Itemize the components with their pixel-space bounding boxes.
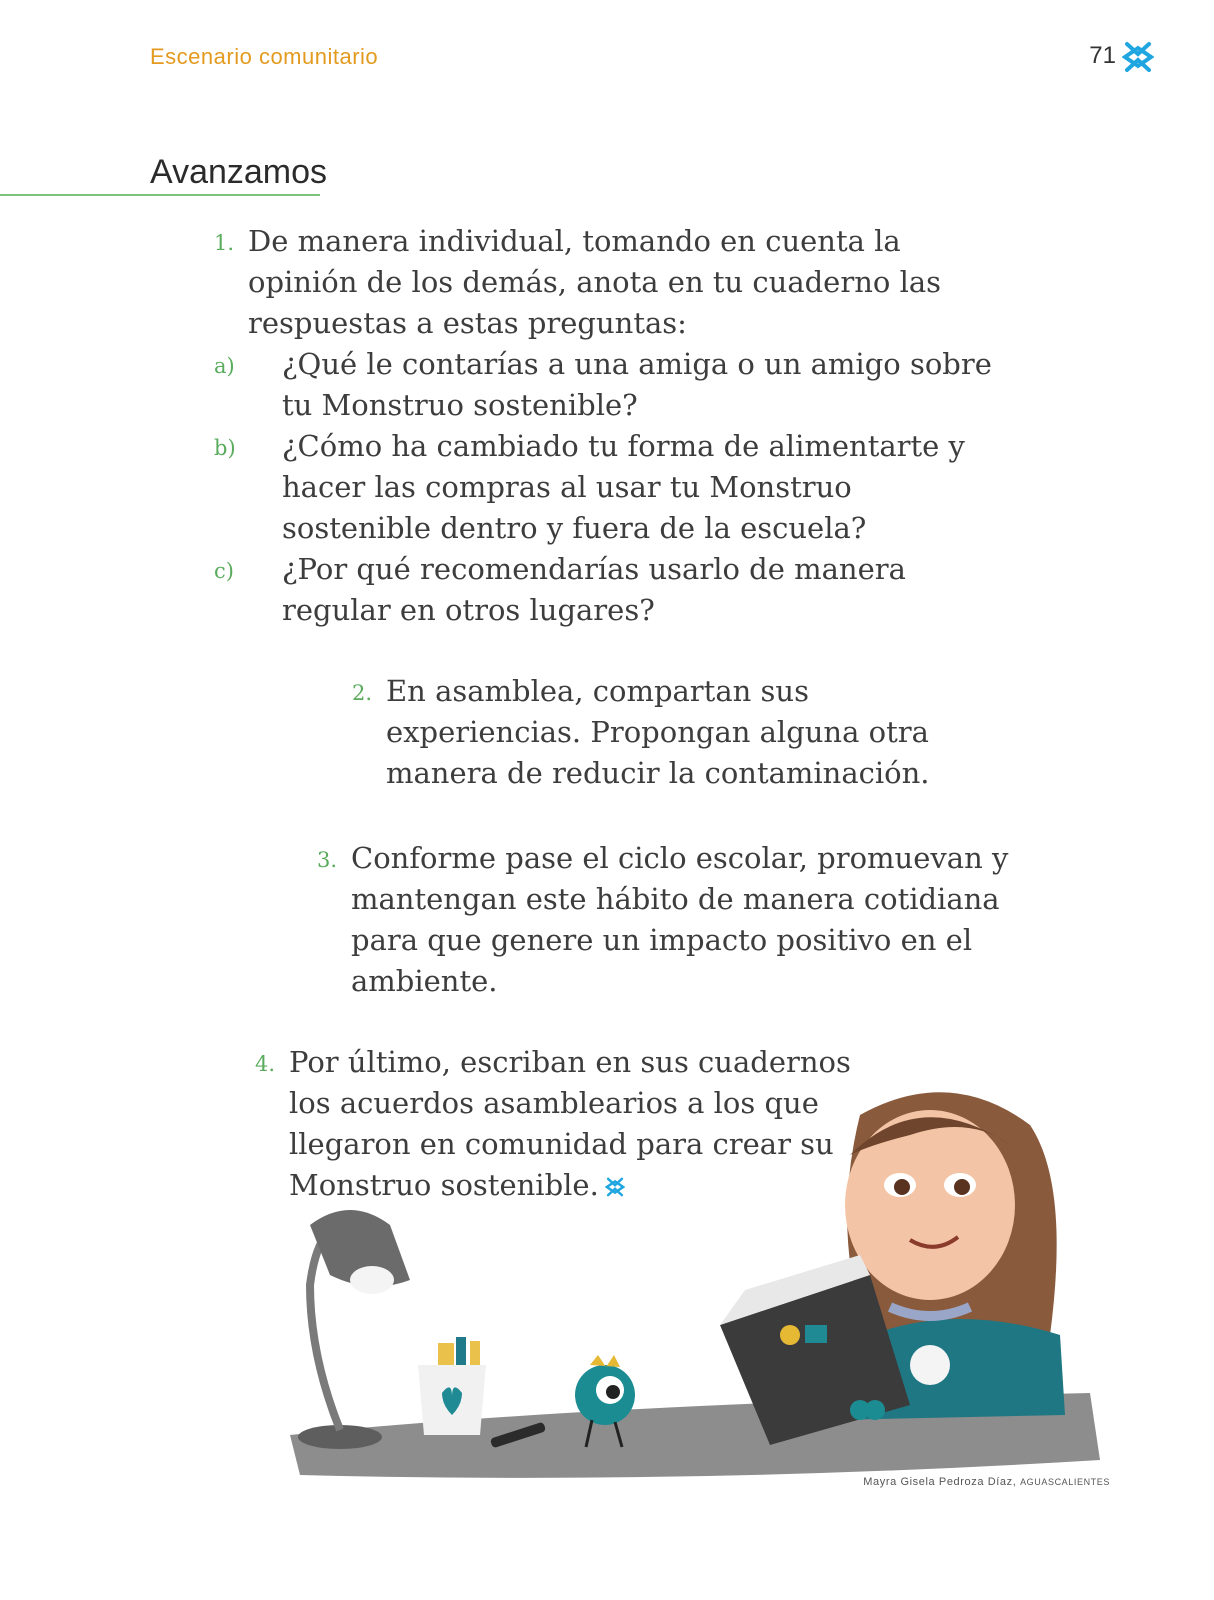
illustration-credit (863, 1476, 1110, 1488)
subitem-text: ¿Qué le contarías a una amiga o un amigo sobre tu Monstruo sostenible? (282, 347, 992, 422)
activity-item-2 (352, 671, 986, 794)
section-label: Escenario comunitario (150, 44, 379, 69)
item-text: Conforme pase el ciclo escolar, promuevan y mantengan este hábito de manera cotidiana para que genere un impacto positivo en el ambiente. (351, 841, 1009, 998)
item-text: Por último, escriban en sus cuadernos los acuerdos asamblearios a los que llegaron en comunidad para crear su Monstruo sostenible. (289, 1045, 851, 1202)
section-title: Avanzamos (150, 153, 328, 191)
subitem-letter: a) (214, 354, 235, 378)
subitem-c (214, 549, 932, 631)
book-logo-icon (1122, 40, 1154, 74)
section-rule (0, 194, 320, 196)
subitem-letter: b) (214, 436, 236, 460)
subitem-text: ¿Cómo ha cambiado tu forma de alimentarte y hacer las compras al usar tu Monstruo sostenible dentro y fuera de la escuela? (282, 429, 965, 545)
item-number: 1. (214, 231, 235, 255)
credit-author: Mayra Gisela Pedroza Díaz, (863, 1476, 1017, 1488)
subitem-b (214, 426, 972, 549)
item-number: 2. (352, 681, 373, 705)
subitem-letter: c) (214, 559, 234, 583)
subitem-a (214, 344, 1008, 426)
item-text: De manera individual, tomando en cuenta la opinión de los demás, anota en tu cuaderno las respuestas a estas preguntas: (248, 224, 942, 340)
activity-item-3 (317, 838, 1051, 1002)
item-number: 4. (255, 1052, 276, 1076)
activity-item-1 (214, 221, 1008, 631)
page-number: 71 (1089, 42, 1116, 69)
desk-lamp-icon (298, 1210, 410, 1449)
subitem-text: ¿Por qué recomendarías usarlo de manera regular en otros lugares? (282, 552, 906, 627)
item-text: En asamblea, compartan sus experiencias. Propongan alguna otra manera de reducir la contaminación. (386, 674, 930, 790)
student-reading-illustration (270, 1075, 1110, 1485)
credit-state: AGUASCALIENTES (1020, 1477, 1110, 1487)
pencil-cup-icon (418, 1337, 486, 1435)
item-number: 3. (317, 848, 338, 872)
